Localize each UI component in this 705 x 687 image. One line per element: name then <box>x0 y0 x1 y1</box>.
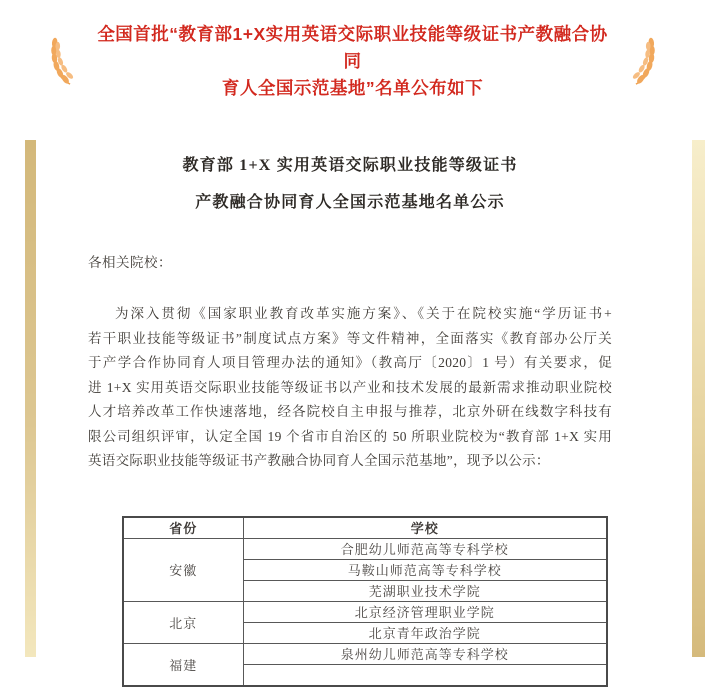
province-cell: 福建 <box>123 643 243 686</box>
table-header-row <box>123 517 607 539</box>
banner-title-line2: 育人全国示范基地”名单公布如下 <box>221 77 484 98</box>
school-cell: 合肥幼儿师范高等专科学校 <box>243 538 607 559</box>
school-cell: 北京青年政治学院 <box>243 622 607 643</box>
province-cell: 北京 <box>123 601 243 643</box>
paragraph-line: 进 1+X 实用英语交际职业技能等级证书以产业和技术发展的最新需求推动职业院校 <box>88 379 612 395</box>
paragraph-line: 限公司组织评审，认定全国 19 个省市自治区的 50 所职业院校为“教育部 1+X 实用 <box>88 428 612 444</box>
gold-bar-right <box>692 140 705 657</box>
school-cell <box>243 664 607 686</box>
table-row <box>123 601 607 622</box>
school-cell: 北京经济管理职业学院 <box>243 601 607 622</box>
school-cell: 泉州幼儿师范高等专科学校 <box>243 643 607 664</box>
banner-title-line1: 全国首批“教育部1+X实用英语交际职业技能等级证书产教融合协同 <box>97 23 608 71</box>
document-heading-line2: 产教融合协同育人全国示范基地名单公示 <box>195 194 505 211</box>
paragraph-line: 为深入贯彻《国家职业教育改革实施方案》、《关于在院校实施“学历证书+ <box>115 306 612 321</box>
schools-table <box>122 516 608 687</box>
salutation: 各相关院校： <box>88 255 172 270</box>
document-heading-line1: 教育部 1+X 实用英语交际职业技能等级证书 <box>182 157 518 174</box>
province-cell: 安徽 <box>123 538 243 601</box>
wheat-laurel-icon <box>628 36 665 86</box>
school-cell: 芜湖职业技术学院 <box>243 580 607 601</box>
paragraph-line: 于产学合作协同育人项目管理办法的通知》（教高厅〔2020〕1 号）有关要求，促 <box>88 355 612 370</box>
paragraph-line: 若干职业技能等级证书”制度试点方案》等文件精神，全面落实《教育部办公厅关 <box>88 330 612 346</box>
paragraph-line: 人才培养改革工作快速落地，经各院校自主申报与推荐，北京外研在线数字科技有 <box>88 404 612 419</box>
table-row <box>123 643 607 664</box>
wheat-laurel-icon <box>41 36 78 86</box>
table-body <box>123 538 607 686</box>
school-cell: 马鞍山师范高等专科学校 <box>243 559 607 580</box>
column-header: 省份 <box>123 517 243 539</box>
paragraph-line: 英语交际职业技能等级证书产教融合协同育人全国示范基地”，现予以公示： <box>88 453 550 468</box>
notice-document <box>88 0 612 687</box>
table-row <box>123 538 607 559</box>
body-paragraph <box>88 302 612 474</box>
column-header: 学校 <box>243 517 607 539</box>
gold-bar-left <box>25 140 36 657</box>
